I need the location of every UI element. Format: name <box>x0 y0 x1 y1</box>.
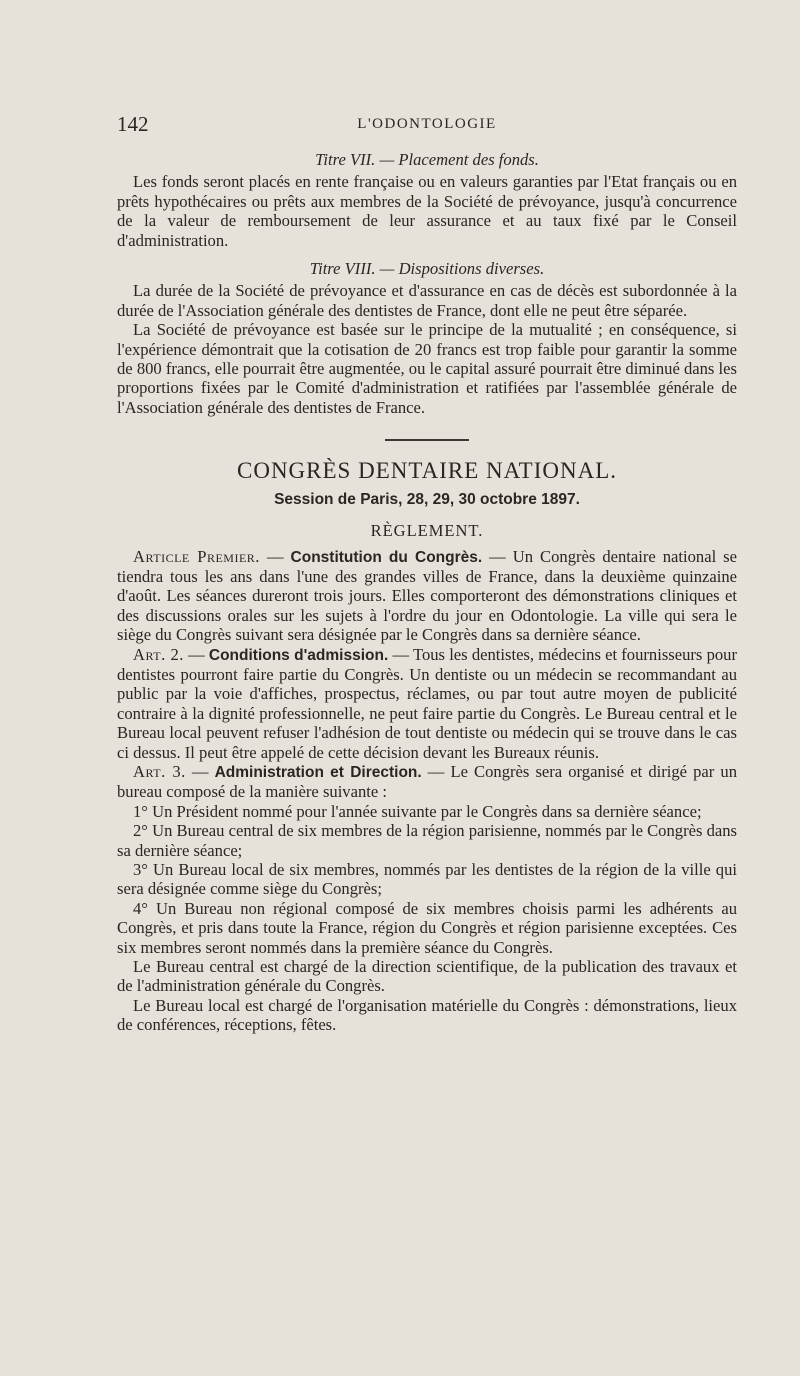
section-heading-titre-8: Titre VIII. — Dispositions diverses. <box>309 259 545 279</box>
paragraph-bureau-central: Le Bureau central est chargé de la direction scientifique, de la publication des travaux et de l'administration générale du Congrès. <box>117 957 737 996</box>
article-3-heading: Administration et Direction. <box>214 763 422 781</box>
article-2: Art. 2. — Conditions d'admission. — Tous les dentistes, médecins et fournisseurs pour dentistes pourront faire partie du Congrès. Un dentiste ou un médecin se recommandant au public par la voie d'affiches, prospectus, réclames, ou par tout autre moyen de publicité contraire à la dignité professionnelle, ne peut faire partie du Congrès. Le Bureau central et le Bureau local peuvent refuser l'adhésion de tout dentiste ou médecin qui se trouve dans le cas ci dessus. Il peut être appelé de cette décision devant les Bureaux réunis. <box>117 644 737 762</box>
article-2-label: Art. 2. <box>133 644 184 664</box>
article-1: Article Premier. — Constitution du Congrès. — Un Congrès dentaire national se tiendra tous les ans dans l'une des grandes villes de France, dans la deuxième quinzaine d'août. Les séances dureront trois jours. Elles comporteront des démonstrations cliniques et des discussions orales sur les sujets à l'ordre du jour en Odontologie. La ville qui sera le siège du Congrès suivant sera désignée par le Congrès dans sa dernière séance. <box>117 546 738 645</box>
article-2-heading: Conditions d'admission. <box>208 646 389 664</box>
article-3-item: 2° Un Bureau central de six membres de la région parisienne, nommés par le Congrès dans sa dernière séance; <box>117 821 737 860</box>
article-3-label: Art. 3. <box>133 761 186 781</box>
session-subtitle: Session de Paris, 28, 29, 30 octobre 1897. <box>274 490 580 508</box>
article-3-text: Le Congrès sera organisé et dirigé par un bureau composé de la manière suivante : <box>117 761 737 802</box>
section-heading-titre-7: Titre VII. — Placement des fonds. <box>315 150 539 169</box>
running-head: L'ODONTOLOGIE <box>357 116 497 132</box>
article-3-item: 4° Un Bureau non régional composé de six membres choisis parmi les adhérents au Congrès, et pris dans toute la France, région du Congrès et région parisienne exceptées. Ces six membres seront nommés dans la première séance du Congrès. <box>117 898 737 957</box>
article-3-item: 1° Un Président nommé pour l'année suivante par le Congrès dans sa dernière séance; <box>133 801 702 821</box>
article-3: Art. 3. — Administration et Direction. — Le Congrès sera organisé et dirigé par un bureau composé de la manière suivante : <box>117 761 737 802</box>
article-1-text: Un Congrès dentaire national se tiendra tous les ans dans l'une des grandes villes de France, dans la deuxième quinzaine d'août. Les séances dureront trois jours. Elles comporteront des démonstrations cliniques et des discussions orales sur les sujets à l'ordre du jour en Odontologie. La ville qui sera le siège du Congrès suivant sera désignée par le Congrès dans sa dernière séance. <box>117 546 738 645</box>
page-content <box>117 148 737 1035</box>
page-header <box>117 112 737 142</box>
section-divider <box>385 439 469 441</box>
paragraph-placement-fonds: Les fonds seront placés en rente française ou en valeurs garanties par l'Etat français ou en prêts hypothécaires ou prêts aux membres de la Société de prévoyance, jusqu'à concurrence de la valeur de remboursement de leur assurance et au taux fixé par le Conseil d'administration. <box>117 172 737 250</box>
paragraph-mutualite: La Société de prévoyance est basée sur le principe de la mutualité ; en conséquence, si l'expérience démontrait que la cotisation de 20 francs est trop faible pour garantir la somme de 800 francs, elle pourrait être augmentée, ou le capital assuré pourrait être diminué dans les proportions fixées par le Comité d'administration et ratifiées par l'assemblée générale de l'Association générale des dentistes de France. <box>117 320 737 417</box>
reglement-heading: RÈGLEMENT. <box>370 521 484 541</box>
page-number: 142 <box>117 112 149 136</box>
article-1-label: Article Premier. <box>133 546 260 566</box>
article-3-item: 3° Un Bureau local de six membres, nommés par les dentistes de la région de la ville qui sera désignée comme siège du Congrès; <box>117 860 737 899</box>
article-2-text: Tous les dentistes, médecins et fournisseurs pour dentistes pourront faire partie du Congrès. Un dentiste ou un médecin se recommandant au public par la voie d'affiches, prospectus, réclames, ou par tout autre moyen de publicité contraire à la dignité professionnelle, ne peut faire partie du Congrès. Le Bureau central et le Bureau local peuvent refuser l'adhésion de tout dentiste ou médecin qui se trouve dans le cas ci dessus. Il peut être appelé de cette décision devant les Bureaux réunis. <box>117 644 737 762</box>
congress-title: CONGRÈS DENTAIRE NATIONAL. <box>237 458 617 484</box>
article-1-heading: Constitution du Congrès. <box>290 548 483 566</box>
paragraph-duree-societe: La durée de la Société de prévoyance et d'assurance en cas de décès est subordonnée à la durée de l'Association générale des dentistes de France, dont elle ne peut être séparée. <box>117 281 737 320</box>
paragraph-bureau-local: Le Bureau local est chargé de l'organisation matérielle du Congrès : démonstrations, lieux de conférences, réceptions, fêtes. <box>117 995 737 1035</box>
